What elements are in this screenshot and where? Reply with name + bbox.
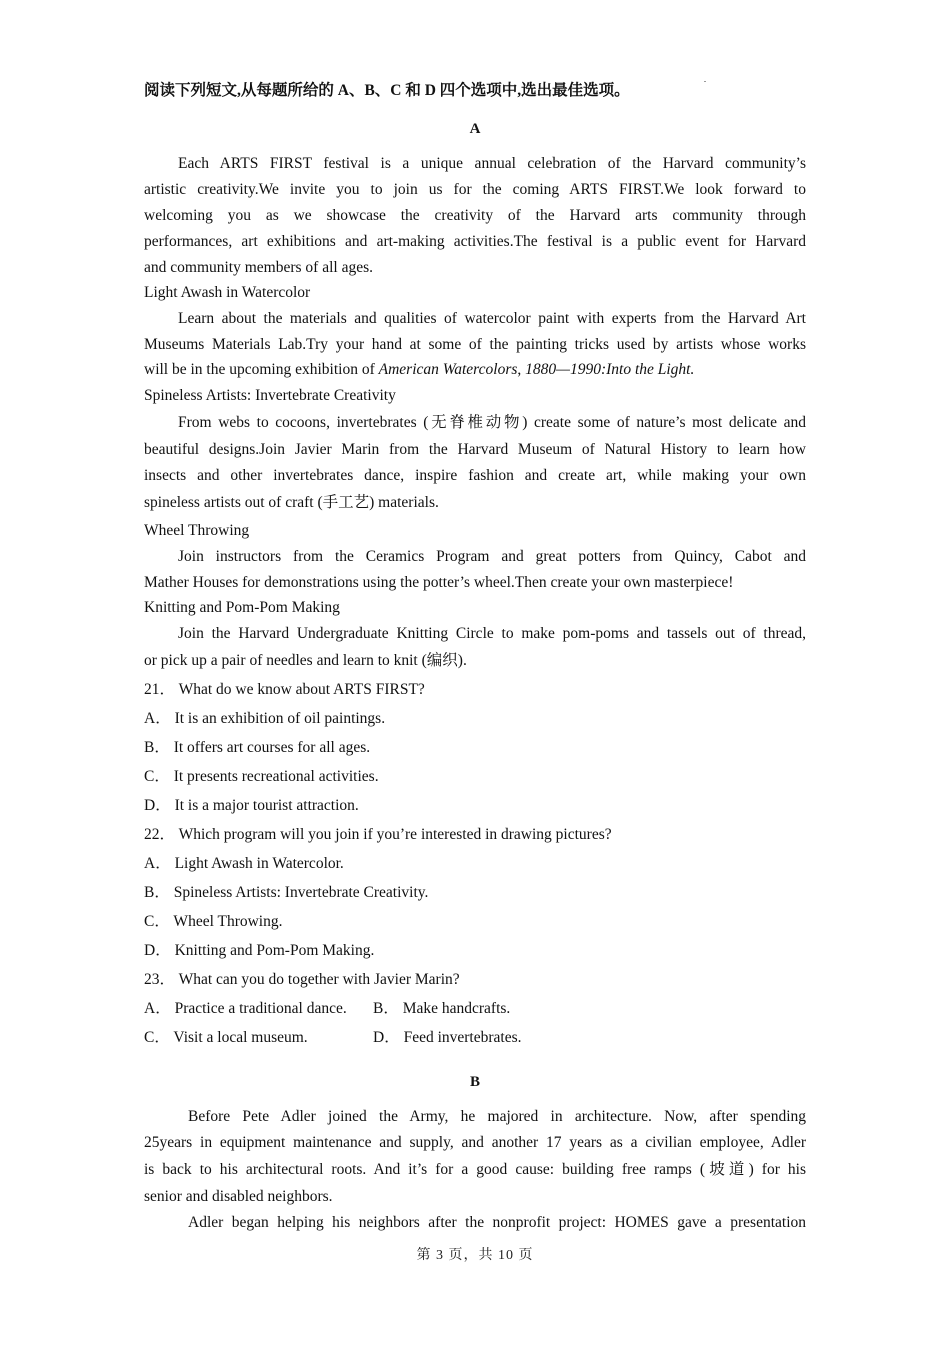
program-title-knitting: Knitting and Pom-Pom Making — [144, 599, 340, 616]
text-span: will be in the upcoming exhibition of — [144, 361, 379, 378]
question-option: C． It presents recreational activities. — [144, 768, 379, 785]
intro-line: Each ARTS FIRST festival is a unique annual celebration of the Harvard community’s — [178, 155, 806, 172]
program-text-line: Mather Houses for demonstrations using the potter’s wheel.Then create your own masterpiece! — [144, 574, 734, 591]
passage-b-line: Before Pete Adler joined the Army, he majored in architecture. Now, after spending — [188, 1108, 806, 1125]
program-text-line: Join the Harvard Undergraduate Knitting Circle to make pom-poms and tassels out of thread, — [178, 625, 806, 642]
program-text-line: Join instructors from the Ceramics Program and great potters from Quincy, Cabot and — [178, 548, 806, 565]
program-title-spineless: Spineless Artists: Invertebrate Creativity — [144, 387, 396, 404]
question-22: 22． Which program will you join if you’re interested in drawing pictures? — [144, 826, 612, 843]
section-b-label: B — [469, 1074, 480, 1090]
intro-line: and community members of all ages. — [144, 259, 373, 276]
text-span: , — [517, 361, 526, 378]
question-option: B． It offers art courses for all ages. — [144, 739, 371, 756]
question-option: A． Practice a traditional dance. — [144, 1000, 347, 1017]
program-text-line: insects and other invertebrates dance, inspire fashion and create art, while making your own — [144, 467, 806, 484]
intro-line: artistic creativity.We invite you to join us for the coming ARTS FIRST.We look forward to — [144, 181, 806, 198]
passage-b-line: is back to his architectural roots. And it’s for a good cause: building free ramps (坡道) for his — [144, 1161, 806, 1178]
section-a-label: A — [469, 121, 481, 137]
question-21: 21． What do we know about ARTS FIRST? — [144, 681, 425, 698]
passage-b-line: Adler began helping his neighbors after the nonprofit project: HOMES gave a presentation — [188, 1214, 806, 1231]
question-option: B． Make handcrafts. — [373, 1000, 511, 1017]
page-number-footer: 第 3 页，共 10 页 — [416, 1248, 534, 1263]
program-title-watercolor: Light Awash in Watercolor — [144, 284, 311, 301]
exhibition-subtitle: 1880—1990:Into the Light. — [525, 361, 695, 378]
question-option: D． Knitting and Pom-Pom Making. — [144, 942, 375, 959]
question-option: C． Wheel Throwing. — [144, 913, 283, 930]
question-option-row — [144, 1028, 806, 1048]
question-option: D． It is a major tourist attraction. — [144, 797, 359, 814]
program-text-line: From webs to cocoons, invertebrates (无脊椎动物) create some of nature’s most delicate and — [178, 414, 806, 431]
intro-line: welcoming you as we showcase the creativity of the Harvard arts community through — [144, 207, 806, 224]
question-option: A． Light Awash in Watercolor. — [144, 855, 344, 872]
question-option: A． It is an exhibition of oil paintings. — [144, 710, 386, 727]
program-text-line: Learn about the materials and qualities of watercolor paint with experts from the Harvard Art — [178, 310, 806, 327]
passage-b-line: senior and disabled neighbors. — [144, 1188, 333, 1205]
instruction-heading: 阅读下列短文,从每题所给的 A、B、C 和 D 四个选项中,选出最佳选项。 — [144, 82, 630, 99]
program-title-wheel: Wheel Throwing — [144, 522, 250, 539]
program-text-line: or pick up a pair of needles and learn to knit (编织). — [144, 652, 467, 669]
program-text-line: Museums Materials Lab.Try your hand at some of the painting tricks used by artists whose works — [144, 336, 806, 353]
question-23: 23． What can you do together with Javier Marin? — [144, 971, 460, 988]
program-text-line: spineless artists out of craft (手工艺) materials. — [144, 494, 439, 511]
intro-line: performances, art exhibitions and art-making activities.The festival is a public event for Harvard — [144, 233, 806, 250]
question-option: B． Spineless Artists: Invertebrate Creativity. — [144, 884, 429, 901]
program-text-line — [144, 360, 806, 380]
question-option-row — [144, 999, 806, 1019]
question-option: C． Visit a local museum. — [144, 1029, 308, 1046]
program-text-line: beautiful designs.Join Javier Marin from the Harvard Museum of Natural History to learn how — [144, 441, 806, 458]
passage-b-line: 25years in equipment maintenance and supply, and another 17 years as a civilian employee, Adler — [144, 1134, 806, 1151]
exhibition-title: American Watercolors — [378, 361, 518, 378]
question-option: D． Feed invertebrates. — [373, 1029, 522, 1046]
